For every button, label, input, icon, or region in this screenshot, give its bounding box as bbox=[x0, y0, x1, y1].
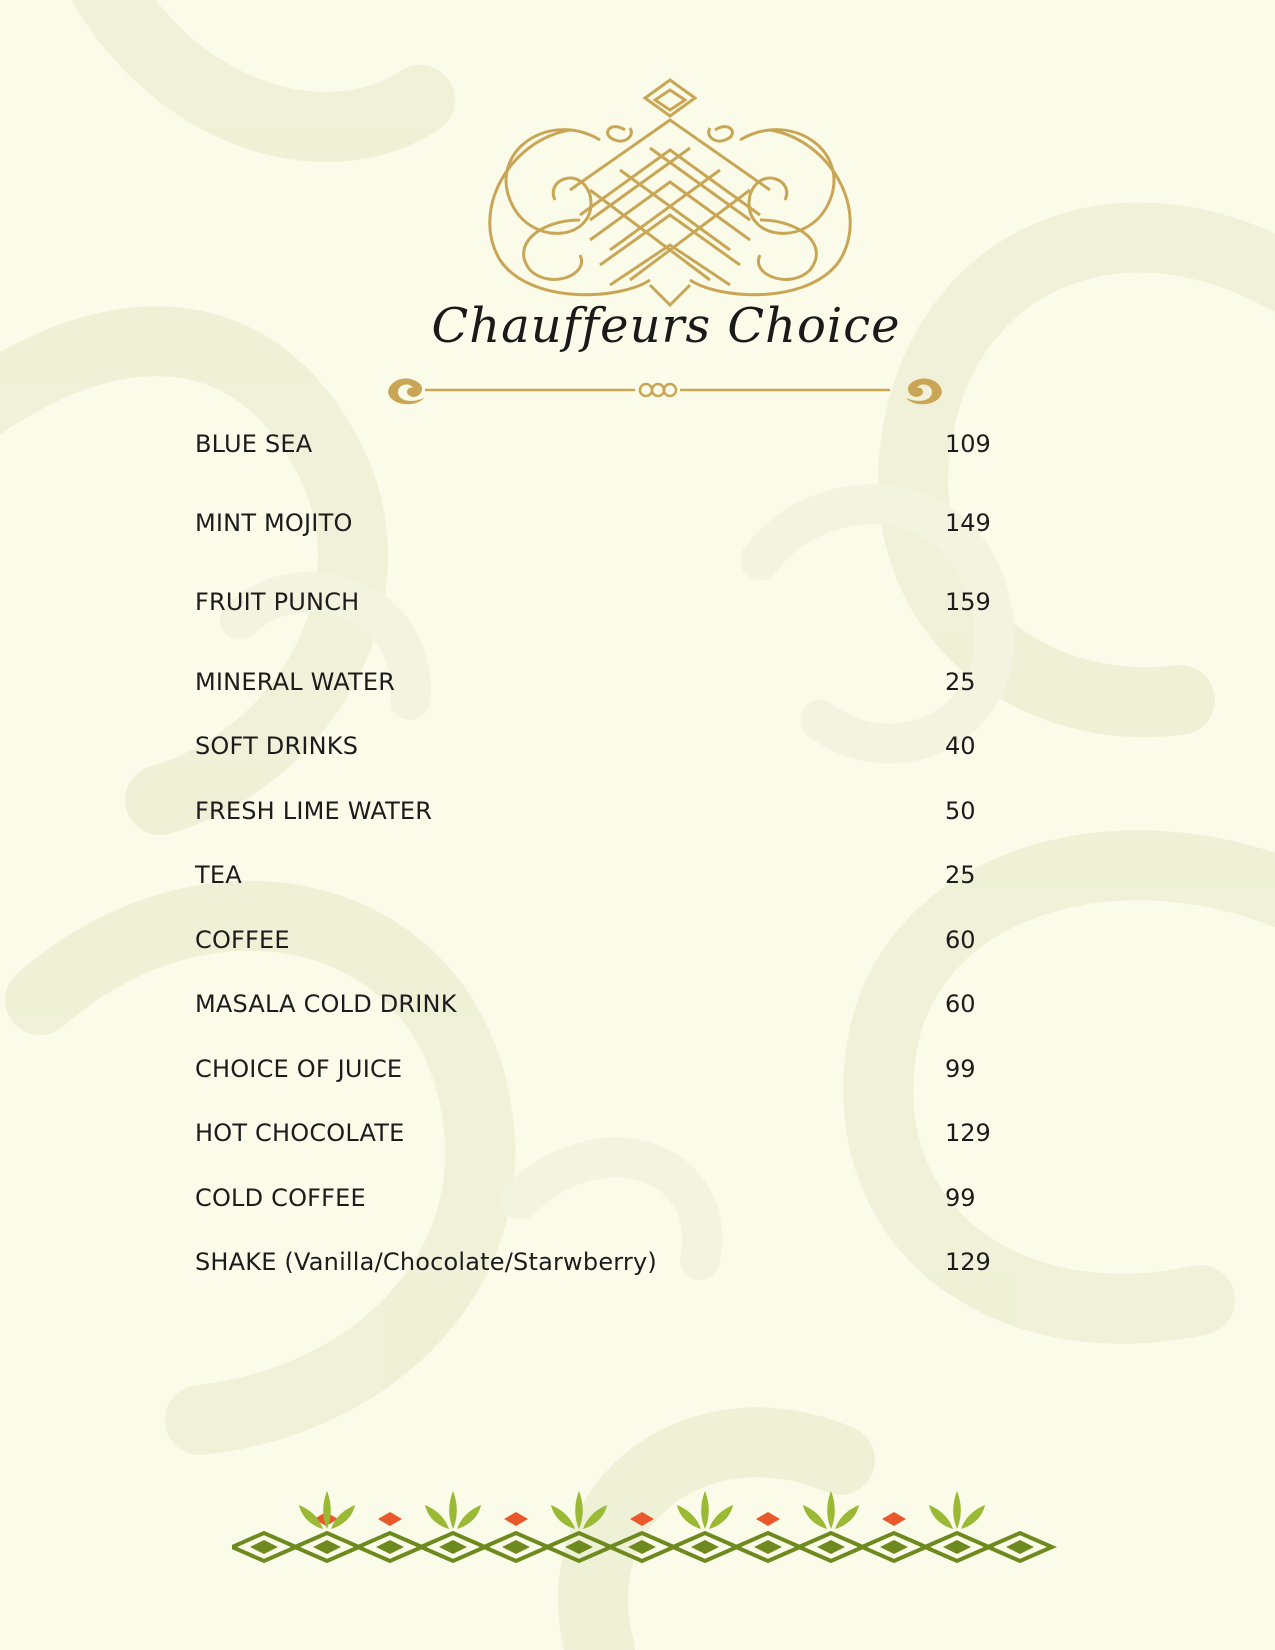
menu-item-name: MINT MOJITO bbox=[195, 509, 353, 537]
menu-item-price: 25 bbox=[945, 861, 976, 889]
menu-item bbox=[195, 729, 1025, 763]
menu-item-name: HOT CHOCOLATE bbox=[195, 1119, 405, 1147]
menu-item-name: COLD COFFEE bbox=[195, 1184, 366, 1212]
menu-title: Chauffeurs Choice bbox=[431, 298, 901, 354]
menu-item-price: 40 bbox=[945, 732, 976, 760]
menu-item-name: SHAKE (Vanilla/Chocolate/Starwberry) bbox=[195, 1248, 657, 1276]
menu-item-name: MASALA COLD DRINK bbox=[195, 990, 457, 1018]
menu-item bbox=[195, 427, 1025, 461]
menu-item-price: 99 bbox=[945, 1184, 976, 1212]
menu-item bbox=[195, 1052, 1025, 1086]
menu-item-name: SOFT DRINKS bbox=[195, 732, 359, 760]
menu-item bbox=[195, 923, 1025, 957]
menu-item-name: FRUIT PUNCH bbox=[195, 588, 360, 616]
menu-item bbox=[195, 665, 1025, 699]
menu-item-price: 129 bbox=[945, 1248, 991, 1276]
menu-item-name: CHOICE OF JUICE bbox=[195, 1055, 403, 1083]
menu-item bbox=[195, 858, 1025, 892]
menu-item-name: FRESH LIME WATER bbox=[195, 797, 433, 825]
leaf-diamond-border-icon bbox=[232, 1485, 1062, 1575]
menu-item bbox=[195, 794, 1025, 828]
menu-item-price: 60 bbox=[945, 926, 976, 954]
gold-lattice-crest-icon bbox=[450, 70, 890, 315]
menu-item-price: 129 bbox=[945, 1119, 991, 1147]
menu-item bbox=[195, 1116, 1025, 1150]
menu-item-name: BLUE SEA bbox=[195, 430, 313, 458]
menu-item-price: 50 bbox=[945, 797, 976, 825]
menu-item-price: 109 bbox=[945, 430, 991, 458]
menu-item bbox=[195, 585, 1025, 619]
menu-item bbox=[195, 506, 1025, 540]
menu-item-name: TEA bbox=[195, 861, 242, 889]
menu-item-price: 99 bbox=[945, 1055, 976, 1083]
menu-item-price: 60 bbox=[945, 990, 976, 1018]
menu-item-name: COFFEE bbox=[195, 926, 290, 954]
menu-item bbox=[195, 987, 1025, 1021]
gold-flourish-divider-icon bbox=[380, 370, 950, 410]
menu-item-price: 149 bbox=[945, 509, 991, 537]
menu-item-price: 159 bbox=[945, 588, 991, 616]
menu-item-price: 25 bbox=[945, 668, 976, 696]
menu-item bbox=[195, 1245, 1025, 1279]
menu-item-name: MINERAL WATER bbox=[195, 668, 396, 696]
menu-item bbox=[195, 1181, 1025, 1215]
